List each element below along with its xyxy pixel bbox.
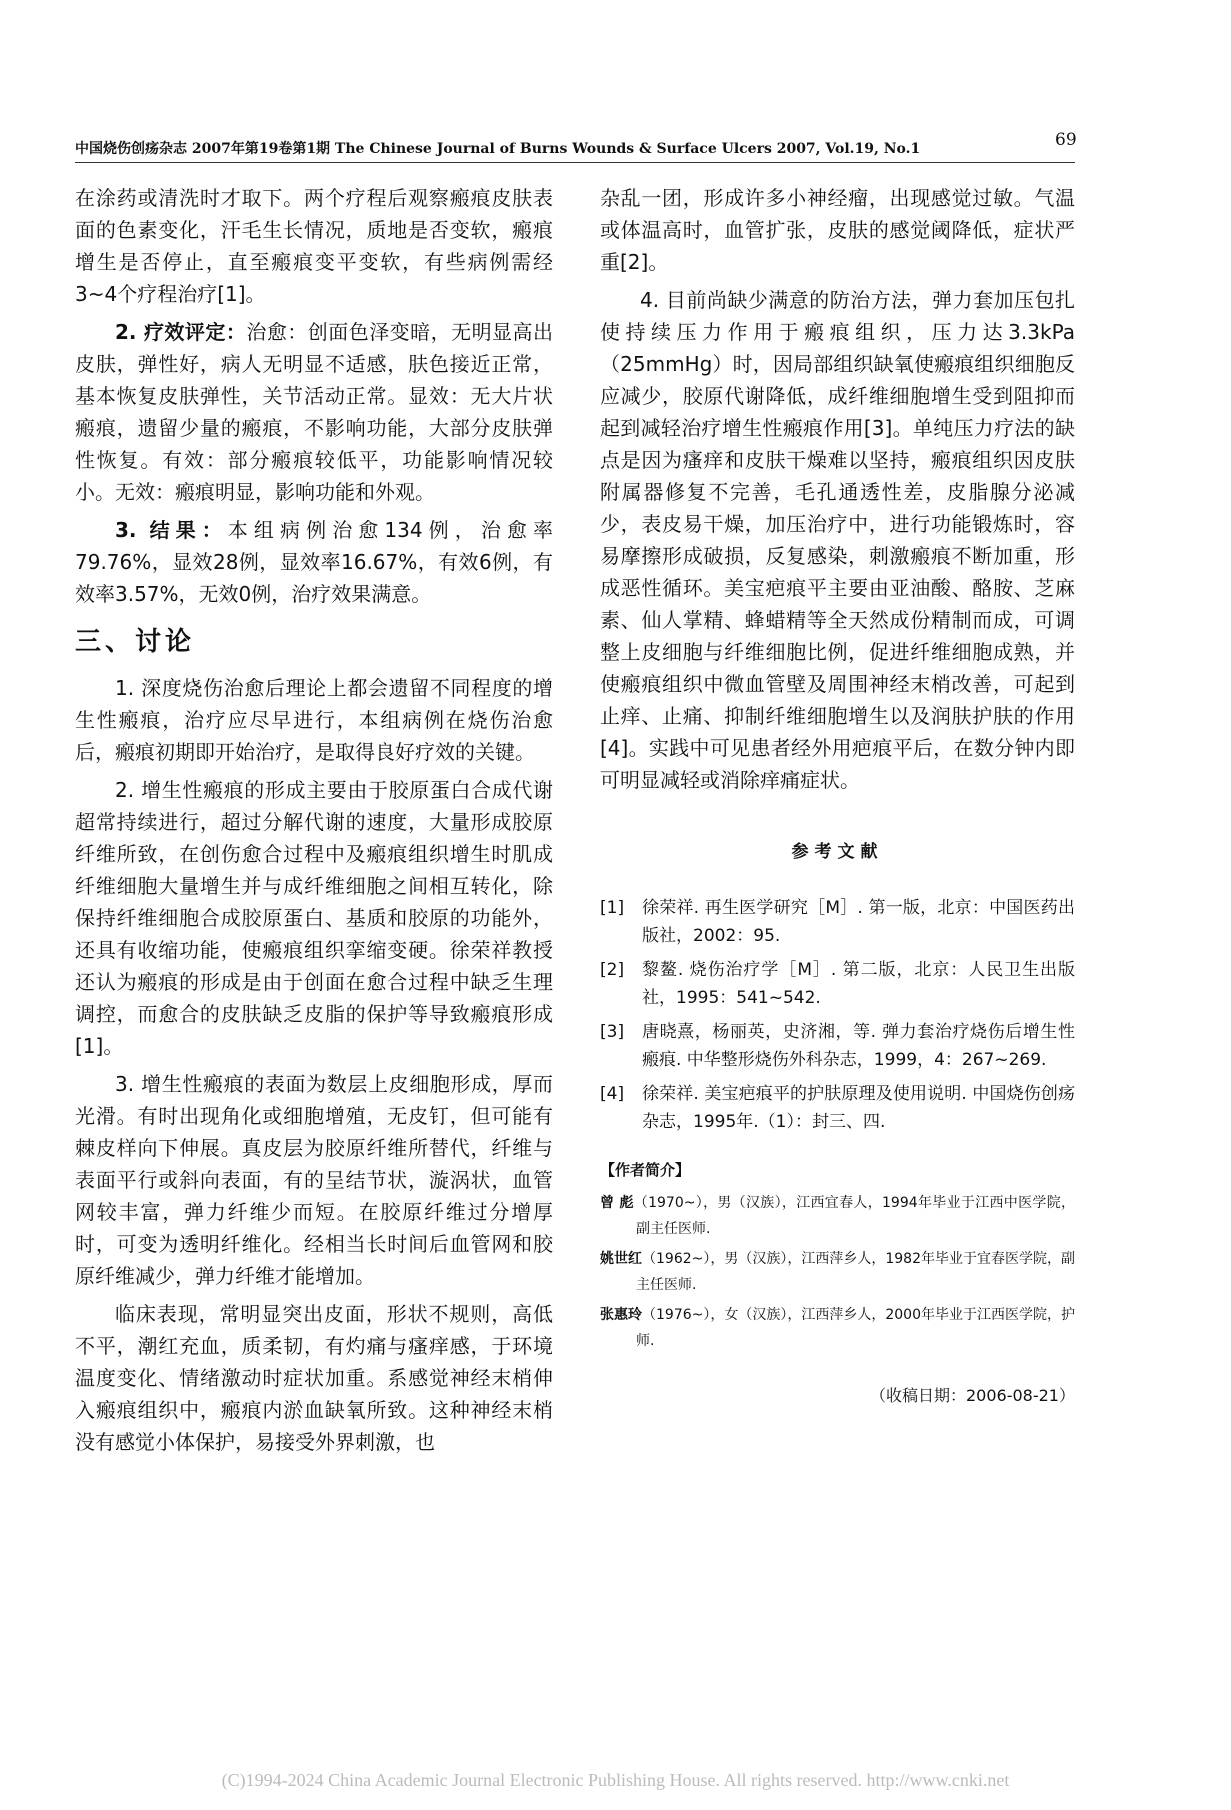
reference-text: 唐晓熹，杨丽英，史济湘，等. 弹力套治疗烧伤后增生性瘢痕. 中华整形烧伤外科杂志，1999，4：267~269.	[642, 1022, 1075, 1070]
paragraph-continued: 杂乱一团，形成许多小神经瘤，出现感觉过敏。气温或体温高时，血管扩张，皮肤的感觉阈降低，症状严重[2]。	[600, 186, 1075, 274]
received-date: （收稿日期：2006-08-21）	[870, 1386, 1075, 1405]
efficacy-label: 2. 疗效评定：	[115, 320, 247, 344]
author-entry	[600, 1246, 1075, 1298]
efficacy-text: 治愈：创面色泽变暗，无明显高出皮肤，弹性好，病人无明显不适感，肤色接近正常，基本恢复皮肤弹性，关节活动正常。显效：无大片状瘢痕，遗留少量的瘢痕，不影响功能，大部分皮肤弹性恢复。有效：部分瘢痕较低平，功能影响情况较小。无效：瘢痕明显，影响功能和外观。	[75, 320, 554, 504]
paragraph-discussion-3: 3. 增生性瘢痕的表面为数层上皮细胞形成，厚而光滑。有时出现角化或细胞增殖，无皮钉，但可能有棘皮样向下伸展。真皮层为胶原纤维所替代，纤维与表面平行或斜向表面，有的呈结节状，漩涡状，血管网较丰富，弹力纤维少而短。在胶原纤维过分增厚时，可变为透明纤维化。经相当长时间后血管网和胶原纤维减少，弹力纤维才能增加。	[75, 1072, 553, 1288]
paragraph-discussion-1: 1. 深度烧伤治愈后理论上都会遗留不同程度的增生性瘢痕，治疗应尽早进行，本组病例在烧伤治愈后，瘢痕初期即开始治疗，是取得良好疗效的关键。	[75, 676, 553, 764]
reference-number: [1]	[600, 898, 625, 918]
author-name: 曾 彪	[600, 1195, 634, 1211]
paragraph-treatment-end: 在涂药或清洗时才取下。两个疗程后观察瘢痕皮肤表面的色素变化，汗毛生长情况，质地是否变软，瘢痕增生是否停止，直至瘢痕变平变软，有些病例需经3~4个疗程治疗[1]。	[75, 186, 553, 306]
references-title: 参考文献	[791, 842, 884, 862]
reference-number: [2]	[600, 960, 625, 980]
section-heading-discussion: 三、讨论	[75, 627, 196, 657]
left-column	[75, 182, 553, 1458]
author-entry	[600, 1302, 1075, 1354]
author-name: 姚世红	[600, 1251, 642, 1267]
reference-text: 徐荣祥. 美宝疤痕平的护肤原理及使用说明. 中国烧伤创疡杂志，1995年.（1）：封三、四.	[642, 1084, 1075, 1132]
reference-item	[600, 894, 1075, 950]
paragraph-results	[75, 514, 553, 610]
author-bio: （1970~），男（汉族），江西宜春人，1994年毕业于江西中医学院，副主任医师.	[633, 1195, 1075, 1237]
author-intro-title: 【作者简介】	[600, 1161, 691, 1179]
reference-item	[600, 956, 1075, 1012]
page-number: 69	[1055, 130, 1077, 150]
paragraph-clinical-presentation: 临床表现，常明显突出皮面，形状不规则，高低不平，潮红充血，质柔韧，有灼痛与瘙痒感，于环境温度变化、情绪激动时症状加重。系感觉神经末梢伸入瘢痕组织中，瘢痕内淤血缺氧所致。这种神经末梢没有感觉小体保护，易接受外界刺激，也	[75, 1302, 553, 1454]
paragraph-efficacy-criteria	[75, 316, 553, 508]
author-bio: （1976~），女（汉族），江西萍乡人，2000年毕业于江西医学院，护师.	[636, 1307, 1075, 1349]
reference-number: [4]	[600, 1084, 625, 1104]
copyright-footer: (C)1994-2024 China Academic Journal Electronic Publishing House. All rights reserved. http://www.cnki.net	[221, 1770, 1010, 1790]
right-column	[600, 182, 1075, 1412]
results-label: 3. 结果：	[115, 518, 228, 542]
reference-number: [3]	[600, 1022, 625, 1042]
reference-item	[600, 1080, 1075, 1136]
reference-item	[600, 1018, 1075, 1074]
author-name: 张惠玲	[600, 1307, 642, 1323]
running-head: 中国烧伤创疡杂志 2007年第19卷第1期 The Chinese Journal of Burns Wounds & Surface Ulcers 2007, Vol.19, No.1	[75, 138, 1075, 163]
reference-text: 徐荣祥. 再生医学研究［M］. 第一版，北京：中国医药出版社，2002：95.	[642, 898, 1075, 946]
reference-text: 黎鳌. 烧伤治疗学［M］. 第二版，北京：人民卫生出版社，1995：541~542.	[642, 960, 1075, 1008]
reference-list	[600, 894, 1075, 1136]
author-entry	[600, 1190, 1075, 1242]
results-text: 本组病例治愈134例，治愈率79.76%，显效28例，显效率16.67%，有效6例，有效率3.57%，无效0例，治疗效果满意。	[75, 518, 553, 606]
author-bio: （1962~），男（汉族），江西萍乡人，1982年毕业于宜春医学院，副主任医师.	[636, 1251, 1075, 1293]
paragraph-discussion-4: 4. 目前尚缺少满意的防治方法，弹力套加压包扎使持续压力作用于瘢痕组织，压力达3.3kPa（25mmHg）时，因局部组织缺氧使瘢痕组织细胞反应减少，胶原代谢降低，成纤维细胞增生受到阻抑而起到减轻治疗增生性瘢痕作用[3]。单纯压力疗法的缺点是因为瘙痒和皮肤干燥难以坚持，瘢痕组织因皮肤附属器修复不完善，毛孔通透性差，皮脂腺分泌减少，表皮易干燥，加压治疗中，进行功能锻炼时，容易摩擦形成破损，反复感染，刺激瘢痕不断加重，形成恶性循环。美宝疤痕平主要由亚油酸、酪胺、芝麻素、仙人掌精、蜂蜡精等全天然成份精制而成，可调整上皮细胞与纤维细胞比例，促进纤维细胞成熟，并使瘢痕组织中微血管壁及周围神经末梢改善，可起到止痒、止痛、抑制纤维细胞增生以及润肤护肤的作用[4]。实践中可见患者经外用疤痕平后，在数分钟内即可明显减轻或消除痒痛症状。	[600, 288, 1075, 792]
paragraph-discussion-2: 2. 增生性瘢痕的形成主要由于胶原蛋白合成代谢超常持续进行，超过分解代谢的速度，大量形成胶原纤维所致，在创伤愈合过程中及瘢痕组织增生时肌成纤维细胞大量增生并与成纤维细胞之间相互转化，除保持纤维细胞合成胶原蛋白、基质和胶原的功能外，还具有收缩功能，使瘢痕组织挛缩变硬。徐荣祥教授还认为瘢痕的形成是由于创面在愈合过程中缺乏生理调控，而愈合的皮肤缺乏皮脂的保护等导致瘢痕形成[1]。	[75, 778, 553, 1058]
